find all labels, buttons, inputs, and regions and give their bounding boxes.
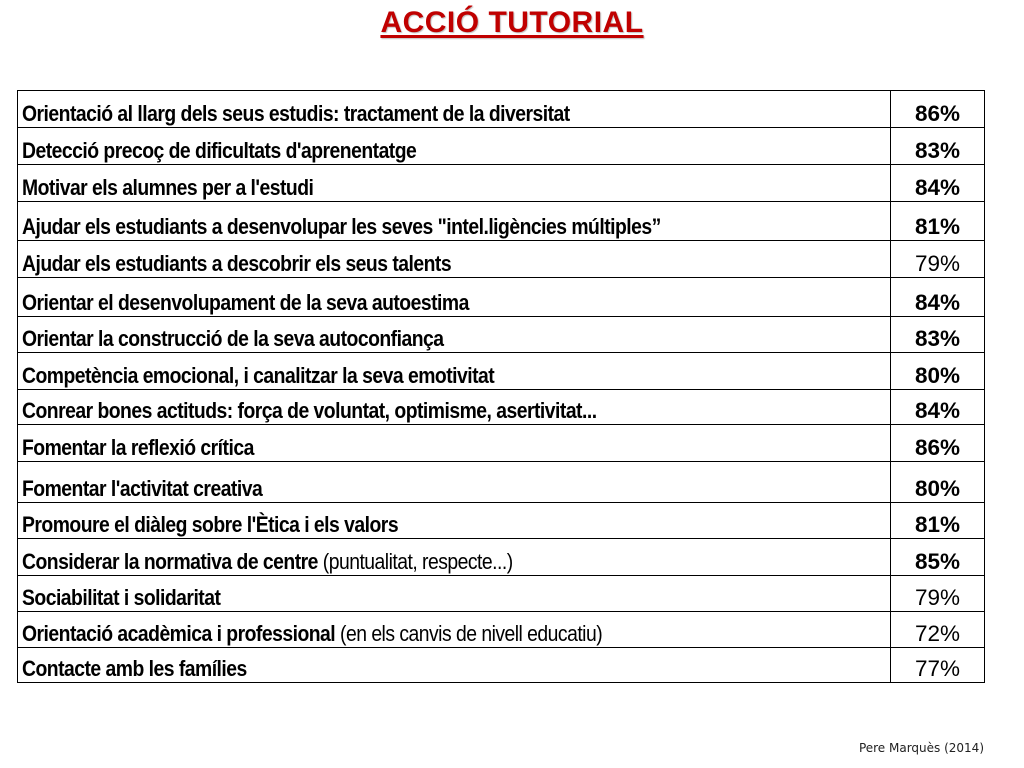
row-percentage: 84% — [891, 165, 985, 202]
table-row — [18, 648, 985, 683]
row-label: Fomentar l'activitat creativa — [22, 476, 263, 501]
table-row — [18, 317, 985, 353]
row-label: Fomentar la reflexió crítica — [22, 435, 254, 460]
row-label: Detecció precoç de dificultats d'aprenentatge — [22, 138, 417, 163]
row-label: Contacte amb les famílies — [22, 656, 247, 681]
row-percentage: 72% — [891, 612, 985, 648]
row-label-cell — [18, 539, 891, 576]
table-row — [18, 165, 985, 202]
row-label: Orientar la construcció de la seva autoconfiança — [22, 326, 444, 351]
row-label: Promoure el diàleg sobre l'Ètica i els valors — [22, 512, 399, 537]
row-percentage: 81% — [891, 503, 985, 539]
row-label-cell — [18, 648, 891, 683]
footer-credit: Pere Marquès (2014) — [858, 741, 984, 755]
row-percentage: 85% — [891, 539, 985, 576]
row-percentage: 79% — [891, 576, 985, 612]
table-row — [18, 612, 985, 648]
table-row — [18, 202, 985, 241]
row-label: Motivar els alumnes per a l'estudi — [22, 175, 314, 200]
row-note: (en els canvis de nivell educatiu) — [335, 621, 603, 646]
row-label-cell — [18, 278, 891, 317]
table-row — [18, 390, 985, 425]
row-label-cell — [18, 91, 891, 128]
row-percentage: 79% — [891, 241, 985, 278]
table-row — [18, 503, 985, 539]
row-percentage: 83% — [891, 317, 985, 353]
row-label: Orientar el desenvolupament de la seva autoestima — [22, 290, 469, 315]
row-label: Orientació acadèmica i professional — [22, 621, 336, 646]
page-title: ACCIÓ TUTORIAL — [380, 6, 644, 39]
row-percentage: 77% — [891, 648, 985, 683]
table-row — [18, 241, 985, 278]
row-label-cell — [18, 612, 891, 648]
row-percentage: 86% — [891, 91, 985, 128]
row-percentage: 81% — [891, 202, 985, 241]
row-label-cell — [18, 462, 891, 503]
row-label-cell — [18, 317, 891, 353]
row-percentage: 80% — [891, 353, 985, 390]
table-row — [18, 91, 985, 128]
table-row — [18, 128, 985, 165]
row-label: Considerar la normativa de centre — [22, 549, 318, 574]
row-label-cell — [18, 202, 891, 241]
row-percentage: 83% — [891, 128, 985, 165]
row-label-cell — [18, 576, 891, 612]
row-percentage: 80% — [891, 462, 985, 503]
table-row — [18, 462, 985, 503]
tutorial-table — [17, 90, 985, 683]
row-percentage: 84% — [891, 278, 985, 317]
row-label: Competència emocional, i canalitzar la seva emotivitat — [22, 363, 495, 388]
row-label-cell — [18, 353, 891, 390]
row-label: Ajudar els estudiants a desenvolupar les seves "intel.ligències múltiples” — [22, 214, 661, 239]
row-percentage: 84% — [891, 390, 985, 425]
row-label-cell — [18, 503, 891, 539]
row-label-cell — [18, 241, 891, 278]
table-row — [18, 539, 985, 576]
row-label-cell — [18, 165, 891, 202]
row-note: (puntualitat, respecte...) — [317, 549, 513, 574]
row-label-cell — [18, 390, 891, 425]
row-percentage: 86% — [891, 425, 985, 462]
row-label: Conrear bones actituds: força de voluntat, optimisme, asertivitat... — [22, 398, 597, 423]
row-label: Ajudar els estudiants a descobrir els seus talents — [22, 251, 452, 276]
row-label-cell — [18, 425, 891, 462]
table-row — [18, 425, 985, 462]
row-label: Sociabilitat i solidaritat — [22, 585, 221, 610]
table-row — [18, 278, 985, 317]
table-row — [18, 353, 985, 390]
table-row — [18, 576, 985, 612]
row-label-cell — [18, 128, 891, 165]
row-label: Orientació al llarg dels seus estudis: tractament de la diversitat — [22, 101, 570, 126]
